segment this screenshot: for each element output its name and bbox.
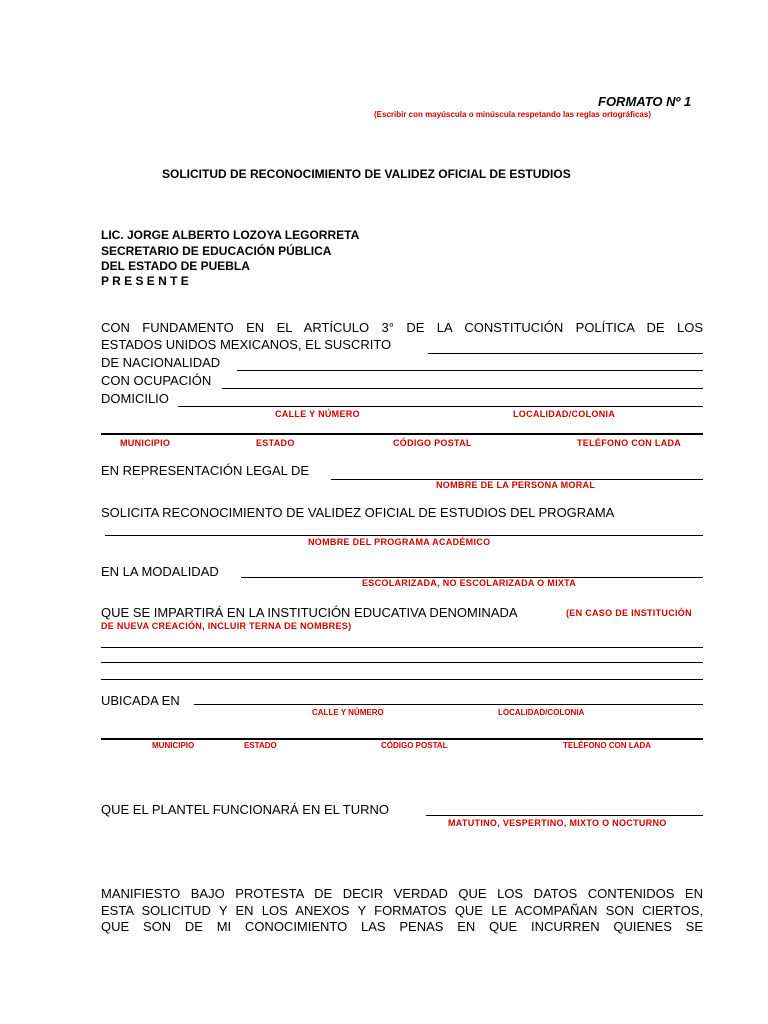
located-municipality-line[interactable] [101,738,703,740]
caption-phone: TELÉFONO CON LADA [577,438,682,448]
name-field-line[interactable] [428,353,703,354]
declaration-line-1: MANIFIESTO BAJO PROTESTA DE DECIR VERDAD QUE LOS DATOS CONTENIDOS EN [101,886,703,901]
caption-municipality: MUNICIPIO [120,438,171,448]
institution-label: QUE SE IMPARTIRÁ EN LA INSTITUCIÓN EDUCATIVA DENOMINADA [101,605,518,620]
shift-field-line[interactable] [426,815,703,816]
intro-line-1: CON FUNDAMENTO EN EL ARTÍCULO 3° DE LA CONSTITUCIÓN POLÍTICA DE LOS [101,320,703,335]
caption-state: ESTADO [256,438,295,448]
nationality-label: DE NACIONALIDAD [101,355,221,370]
format-label: FORMATO Nº 1 [598,94,692,109]
caption-program: NOMBRE DEL PROGRAMA ACADÉMICO [308,537,491,547]
institution-field-line-2[interactable] [101,662,703,663]
intro-line-2: ESTADOS UNIDOS MEXICANOS, EL SUSCRITO [101,337,392,352]
institution-field-line-1[interactable] [101,647,703,648]
located-caption-postal-code: CÓDIGO POSTAL [381,741,448,750]
addressee-name: LIC. JORGE ALBERTO LOZOYA LEGORRETA [101,228,360,242]
document-title: SOLICITUD DE RECONOCIMIENTO DE VALIDEZ OFICIAL DE ESTUDIOS [162,167,571,181]
program-field-line[interactable] [105,535,703,536]
located-label: UBICADA EN [101,693,180,708]
institution-note-1: (EN CASO DE INSTITUCIÓN [566,608,692,618]
located-street-line[interactable] [194,704,703,705]
declaration-line-3: QUE SON DE MI CONOCIMIENTO LAS PENAS EN QUE INCURREN QUIENES SE [101,919,703,934]
caption-locality: LOCALIDAD/COLONIA [513,409,616,419]
located-caption-state: ESTADO [244,741,277,750]
institution-note-2: DE NUEVA CREACIÓN, INCLUIR TERNA DE NOMBRES) [101,621,352,631]
occupation-field-line[interactable] [222,388,703,389]
caption-legal-entity: NOMBRE DE LA PERSONA MORAL [436,480,596,490]
caption-shift: MATUTINO, VESPERTINO, MIXTO O NOCTURNO [448,818,667,828]
caption-postal-code: CÓDIGO POSTAL [393,438,472,448]
request-label: SOLICITA RECONOCIMIENTO DE VALIDEZ OFICIAL DE ESTUDIOS DEL PROGRAMA [101,505,615,520]
domicile-municipality-line[interactable] [101,433,703,435]
declaration-line-2: ESTA SOLICITUD Y EN LOS ANEXOS Y FORMATOS QUE LE ACOMPAÑAN SON CIERTOS, [101,903,703,918]
occupation-label: CON OCUPACIÓN [101,373,212,388]
caption-modality: ESCOLARIZADA, NO ESCOLARIZADA O MIXTA [362,578,577,588]
representation-label: EN REPRESENTACIÓN LEGAL DE [101,463,310,478]
addressee-position: SECRETARIO DE EDUCACIÓN PÚBLICA [101,244,332,258]
domicile-label: DOMICILIO [101,391,169,406]
modality-label: EN LA MODALIDAD [101,564,219,579]
shift-label: QUE EL PLANTEL FUNCIONARÁ EN EL TURNO [101,802,389,817]
institution-field-line-3[interactable] [101,679,703,680]
addressee-state: DEL ESTADO DE PUEBLA [101,259,250,273]
caption-street: CALLE Y NÚMERO [275,409,360,419]
located-caption-locality: LOCALIDAD/COLONIA [498,708,585,717]
domicile-street-line[interactable] [178,406,703,407]
located-caption-street: CALLE Y NÚMERO [312,708,384,717]
nationality-field-line[interactable] [237,370,703,371]
located-caption-phone: TELÉFONO CON LADA [563,741,651,750]
format-instruction: (Escribir con mayúscula o minúscula respetando las reglas ortográficas) [374,110,651,119]
addressee-presente: P R E S E N T E [101,274,189,288]
located-caption-municipality: MUNICIPIO [152,741,195,750]
